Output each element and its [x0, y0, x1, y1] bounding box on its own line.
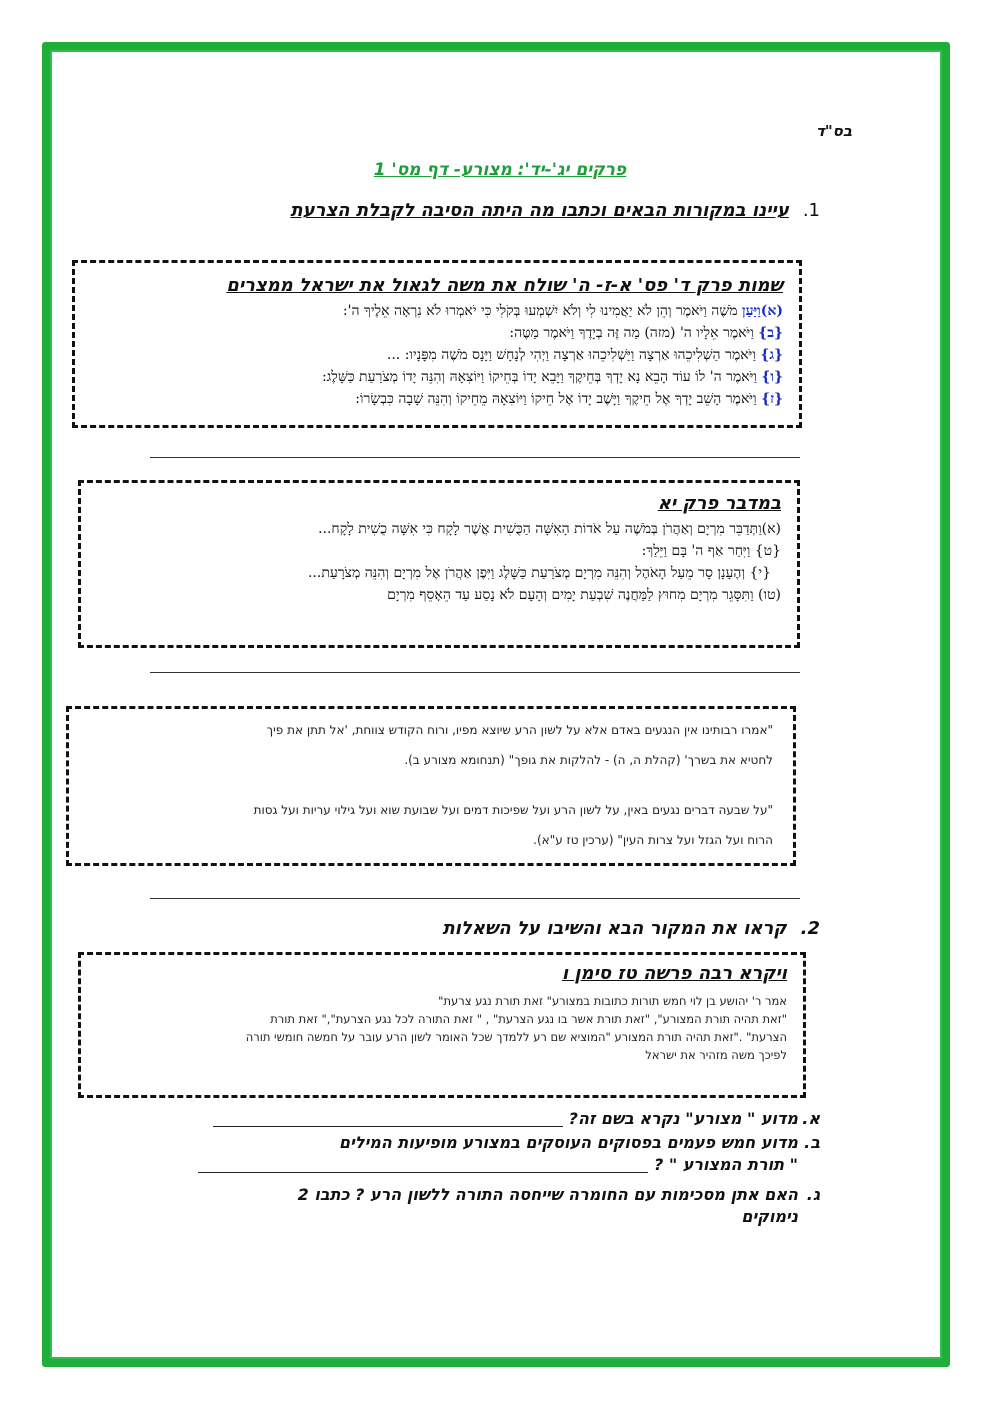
verse-text: וַיֹּאמֶר ה' לוֹ עוֹד הָבֵא נָא יָדְךָ בְּחֵיקֶךָ וַיָּבֵא יָדוֹ בְּחֵיקוֹ וַיּוֹצִאָהּ וְהִנֵּה יָדוֹ מְצֹרַעַת כַּשָּׁלֶג:	[321, 369, 762, 385]
subquestion-letter: ב.	[804, 1133, 820, 1152]
verse-line: {י} וְהֶעָנָן סָר מֵעַל הָאֹהֶל וְהִנֵּה מִרְיָם מְצֹרַעַת כַּשָּׁלֶג וַיִּפֶן אַהֲרֹן אֶל מִרְיָם וְהִנֵּה מְצֹרָעַת...	[307, 565, 771, 581]
verse-mark: {ז}	[761, 391, 783, 407]
subquestion-text: מדוע חמש פעמים בפסוקים העוסקים במצורע מופיעות המילים	[339, 1133, 798, 1152]
verse-line: (א)וַתְּדַבֵּר מִרְיָם וְאַהֲרֹן בְּמֹשֶׁה עַל אֹדוֹת הָאִשָּׁה הַכֻּשִׁית אֲשֶׁר לָקָח כִּי אִשָּׁה כֻשִׁית לָקָח...	[318, 521, 781, 537]
verse-mark: (א)	[760, 303, 783, 319]
subquestion-c	[120, 1184, 820, 1228]
answer-line[interactable]	[150, 672, 800, 673]
verse-text: וַיֹּאמֶר אֵלָיו ה' (מזה) מַה זֶּה בְיָדֶךָ וַיֹּאמֶר מַטֶּה:	[509, 325, 759, 341]
answer-line[interactable]	[150, 457, 800, 458]
verse-mark: {ו}	[761, 369, 783, 385]
verse-mark: {ב}	[758, 325, 783, 341]
source-text-line: "על שבעה דברים נגעים באין, על לשון הרע ועל שפיכות דמים ועל שבועת שוא ועל גילוי עריות ועל גסות	[253, 803, 773, 817]
verse-line	[85, 300, 783, 322]
subquestion-letter: ג.	[806, 1185, 820, 1204]
question-1-number: 1.	[802, 200, 820, 221]
worksheet-title: פרקים יג'-יד': מצורע- דף מס' 1	[373, 160, 627, 180]
question-2	[442, 918, 820, 939]
answer-line[interactable]	[150, 898, 800, 899]
question-2-text: קראו את המקור הבא והשיבו על השאלות	[442, 918, 787, 939]
source-heading-shemot: שמות פרק ד' פס' א-ז- ה' שולח את משה לגאול את ישראל ממצרים	[226, 275, 783, 296]
subquestion-text: מדוע " מצורע" נקרא בשם זה?	[568, 1109, 798, 1128]
source-box-shemot	[72, 260, 802, 428]
bsd-mark: בס"ד	[816, 122, 852, 140]
source-box-bamidbar	[78, 480, 800, 648]
answer-line[interactable]	[198, 1158, 648, 1173]
answer-line[interactable]	[213, 1112, 563, 1127]
source-text-line: אמר ר' יהושע בן לוי חמש תורות כתובות במצורע" זאת תורת נגע צרעת"	[438, 994, 787, 1008]
verse-text: וַיֹּאמֶר הָשֵׁב יָדְךָ אֶל חֵיקֶךָ וַיָּשֶׁב יָדוֹ אֶל חֵיקוֹ וַיּוֹצִאָהּ מֵחֵיקוֹ וְהִנֵּה שָׁבָה כִּבְשָׂרוֹ:	[355, 391, 762, 407]
verse-line	[85, 322, 783, 344]
source-box-midrash	[66, 706, 796, 866]
subquestion-text-continued: " תורת המצורע " ?	[653, 1155, 798, 1174]
source-heading-vayikra-rabba: ויקרא רבה פרשה טז סימן ו	[561, 963, 787, 984]
subquestion-text: האם אתן מסכימות עם החומרה שייחסה התורה ללשון הרע ? כתבו 2	[297, 1185, 798, 1204]
verse-line	[85, 388, 783, 410]
verse-line: (טו) וַתִּסָּגֵר מִרְיָם מִחוּץ לַמַּחֲנֶה שִׁבְעַת יָמִים וְהָעָם לֹא נָסַע עַד הֵאָסֵף מִרְיָם	[387, 587, 781, 603]
verse-lead: וַיַּעַן	[742, 303, 761, 319]
source-text-line: "אמרו רבותינו אין הנגעים באדם אלא על לשון הרע שיוצא מפיו, ורוח הקודש צווחת, 'אל תתן את פיך	[266, 723, 773, 737]
source-text-line: "זאת תהיה תורת המצורע", "זאת תורת אשר בו נגע הצרעת" , " זאת התורה לכל נגע הצרעת"," זאת תורת	[270, 1012, 787, 1026]
verse-line: {ט} וַיִּחַר אַף ה' בָּם וַיֵּלַךְ:	[641, 543, 781, 559]
source-heading-bamidbar: במדבר פרק יא	[657, 493, 781, 514]
question-2-number: 2.	[800, 918, 820, 939]
subquestion-letter: א.	[802, 1109, 820, 1128]
verse-text: מֹשֶׁה וַיֹּאמֶר וְהֵן לֹא יַאֲמִינוּ לִי וְלֹא יִשְׁמְעוּ בְּקֹלִי כִּי יֹאמְרוּ לֹא נִרְאָה אֵלֶיךָ ה':	[342, 303, 742, 319]
question-1	[290, 200, 820, 221]
verse-text: וַיֹּאמֶר הַשְׁלִיכֵהוּ אַרְצָה וַיַּשְׁלִיכֵהוּ אַרְצָה וַיְהִי לְנָחָשׁ וַיָּנָס מֹשֶׁה מִפָּנָיו: ...	[386, 347, 761, 363]
verse-line	[85, 344, 783, 366]
source-text-line: הצרעת" ."זאת תהיה תורת המצורע "המוציא שם רע ללמדך שכל האומר לשון הרע עובר על חמשה חומשי תורה	[245, 1030, 787, 1044]
question-1-text: עיינו במקורות הבאים וכתבו מה היתה הסיבה לקבלת הצרעת	[290, 200, 789, 221]
verse-mark: {ג}	[760, 347, 783, 363]
subquestion-a	[120, 1108, 820, 1130]
source-text-line: לפיכך משה מזהיר את ישראל	[645, 1048, 787, 1062]
verse-line	[85, 366, 783, 388]
subquestion-text-continued: נימוקים	[741, 1207, 798, 1226]
source-text-line: לחטיא את בשרך' (קהלת ה, ה) - להלקות את גופך" (תנחומא מצורע ב).	[404, 753, 773, 767]
source-text-line: הרוח ועל הגזל ועל צרות העין" (ערכין טז ע"א).	[533, 833, 773, 847]
subquestion-b	[120, 1132, 820, 1176]
source-box-vayikra-rabba	[78, 952, 806, 1098]
